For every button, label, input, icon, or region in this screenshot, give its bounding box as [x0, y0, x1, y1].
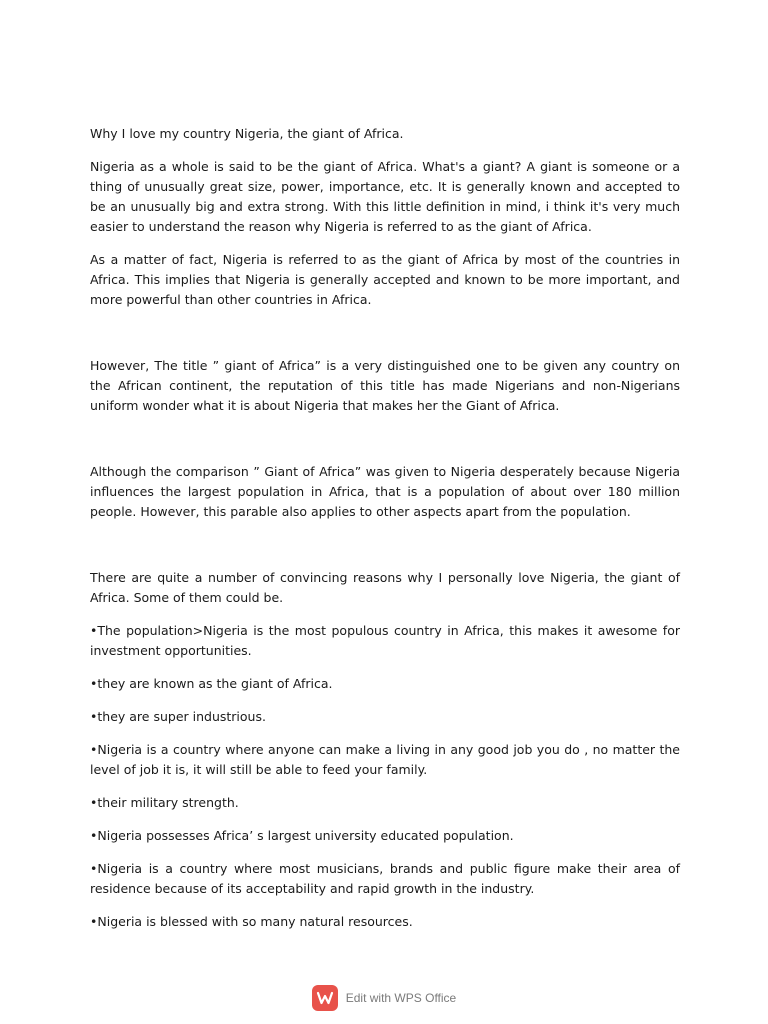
- bullet-item: •they are known as the giant of Africa.: [90, 676, 333, 691]
- edit-with-wps-footer[interactable]: [0, 984, 768, 1012]
- paragraph: Although the comparison ” Giant of Africa” was given to Nigeria desperately because Nigeria influences the largest population in Africa, that is a population of about over 180 million people. However, this parable also applies to other aspects apart from the population.: [90, 464, 680, 519]
- wps-office-logo-icon[interactable]: [312, 985, 338, 1011]
- bullet-item: •they are super industrious.: [90, 709, 266, 724]
- bullet-item: •The population>Nigeria is the most populous country in Africa, this makes it awesome for investment opportunities.: [90, 623, 680, 658]
- paragraph: Nigeria as a whole is said to be the giant of Africa. What's a giant? A giant is someone or a thing of unusually great size, power, importance, etc. It is generally known and accepted to be an unusually big and extra strong. With this little definition in mind, i think it's very much easier to understand the reason why Nigeria is referred to as the giant of Africa.: [90, 159, 680, 234]
- edit-with-wps-link[interactable]: Edit with WPS Office: [345, 991, 457, 1005]
- paragraph: As a matter of fact, Nigeria is referred to as the giant of Africa by most of the countries in Africa. This implies that Nigeria is generally accepted and known to be more important, and more powerful than other countries in Africa.: [90, 252, 680, 307]
- bullet-item: •Nigeria is blessed with so many natural resources.: [90, 914, 413, 929]
- bullet-item: •Nigeria is a country where anyone can make a living in any good job you do , no matter the level of job it is, it will still be able to feed your family.: [90, 742, 680, 777]
- paragraph: However, The title ” giant of Africa” is a very distinguished one to be given any country on the African continent, the reputation of this title has made Nigerians and non-Nigerians uniform wonder what it is about Nigeria that makes her the Giant of Africa.: [90, 358, 680, 413]
- paragraph: There are quite a number of convincing reasons why I personally love Nigeria, the giant of Africa. Some of them could be.: [90, 570, 680, 605]
- document-body: [90, 124, 680, 945]
- bullet-item: •their military strength.: [90, 795, 239, 810]
- bullet-item: •Nigeria possesses Africa’ s largest university educated population.: [90, 828, 514, 843]
- bullet-item: •Nigeria is a country where most musicians, brands and public figure make their area of residence because of its acceptability and rapid growth in the industry.: [90, 861, 680, 896]
- document-title: Why I love my country Nigeria, the giant of Africa.: [90, 126, 404, 141]
